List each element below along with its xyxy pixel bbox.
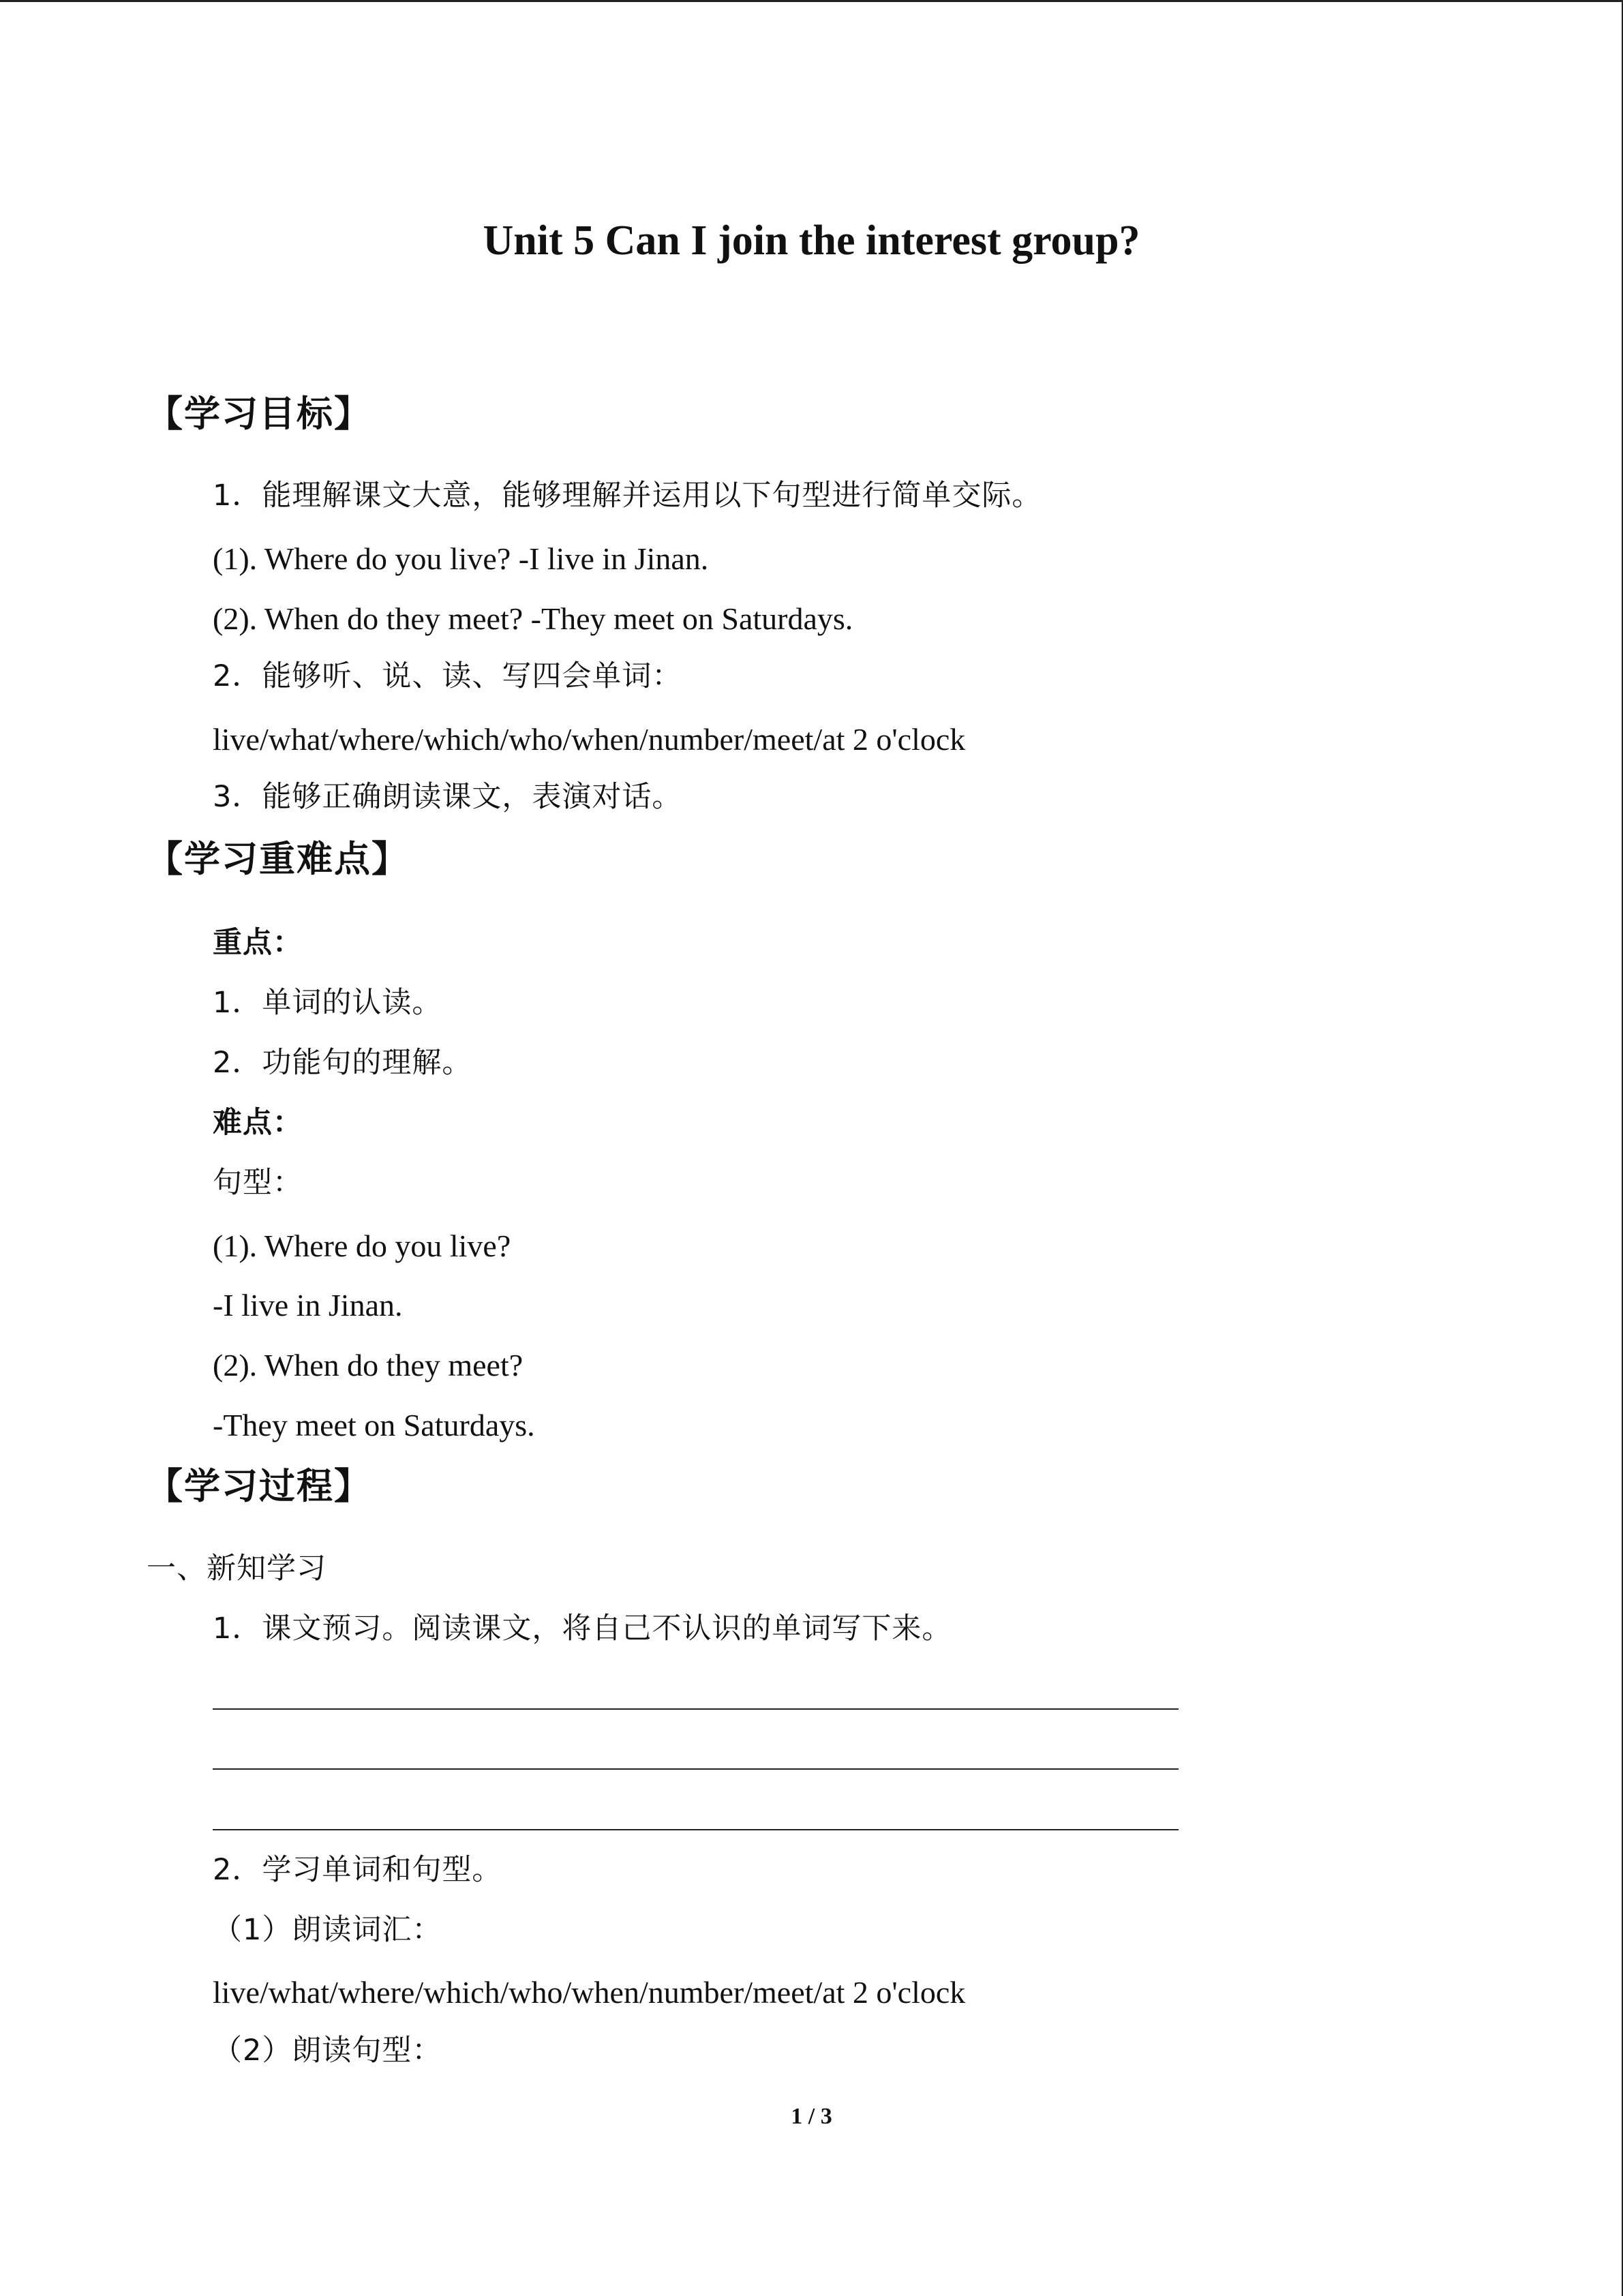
process-step-2a: （1）朗读词汇： <box>213 1913 442 1947</box>
difficulty-line-2: (1). Where do you live? <box>213 1228 511 1263</box>
process-part-one: 一、新知学习 <box>147 1552 327 1586</box>
section-heading-process: 【学习过程】 <box>147 1466 371 1507</box>
objective-line-1: 1．能理解课文大意，能够理解并运用以下句型进行简单交际。 <box>213 479 1042 513</box>
page-indicator: 1 / 3 <box>791 2104 832 2129</box>
difficulty-label: 难点： <box>213 1106 303 1140</box>
objective-line-2: (1). Where do you live? -I live in Jinan. <box>213 541 709 576</box>
section-heading-objectives: 【学习目标】 <box>147 393 371 435</box>
difficulty-line-3: -I live in Jinan. <box>213 1288 403 1323</box>
answer-line-1[interactable] <box>213 1708 1179 1710</box>
focus-line-1: 1．单词的认读。 <box>213 986 442 1020</box>
process-step-2b: （2）朗读句型： <box>213 2034 442 2068</box>
process-step-1: 1．课文预习。阅读课文，将自己不认识的单词写下来。 <box>213 1612 952 1646</box>
process-step-2: 2．学习单词和句型。 <box>213 1853 502 1887</box>
process-step-2a-words: live/what/where/which/who/when/number/meet/at 2 o'clock <box>213 1975 966 2010</box>
difficulty-line-4: (2). When do they meet? <box>213 1348 524 1383</box>
answer-line-2[interactable] <box>213 1768 1179 1770</box>
objective-line-3: (2). When do they meet? -They meet on Saturdays. <box>213 601 853 636</box>
objective-line-5: live/what/where/which/who/when/number/meet/at 2 o'clock <box>213 722 966 757</box>
answer-line-3[interactable] <box>213 1829 1179 1830</box>
section-heading-key-points: 【学习重难点】 <box>147 839 409 880</box>
focus-line-2: 2．功能句的理解。 <box>213 1046 472 1080</box>
difficulty-line-5: -They meet on Saturdays. <box>213 1408 535 1442</box>
document-title: Unit 5 Can I join the interest group? <box>483 217 1140 264</box>
objective-line-6: 3．能够正确朗读课文，表演对话。 <box>213 780 682 814</box>
difficulty-line-1: 句型： <box>213 1166 303 1200</box>
objective-line-4: 2．能够听、说、读、写四会单词： <box>213 659 682 693</box>
focus-label: 重点： <box>213 926 303 960</box>
